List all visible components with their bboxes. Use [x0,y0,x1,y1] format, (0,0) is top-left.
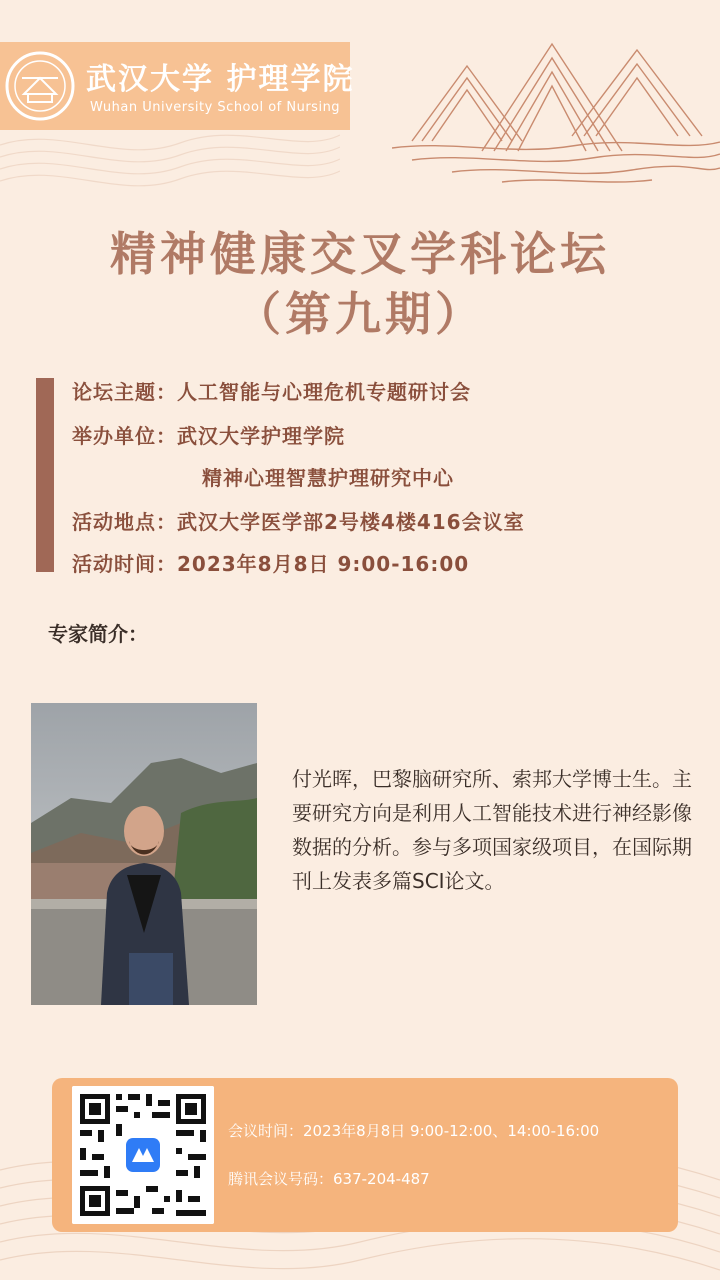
meeting-id: 腾讯会议号码：637-204-487 [228,1170,430,1188]
university-seal-icon [4,50,76,122]
decorative-swirl-top [0,125,340,195]
qr-code-icon[interactable] [72,1086,214,1224]
page-subtitle: （第九期） [235,287,485,341]
meeting-time: 会议时间：2023年8月8日 9:00-12:00、14:00-16:00 [228,1122,600,1140]
meeting-info-card [52,1078,678,1232]
school-name-cn: 武汉大学 护理学院 [86,62,355,97]
info-time: 活动时间：2023年8月8日 9:00-16:00 [72,552,470,576]
expert-bio: 付光晖，巴黎脑研究所、索邦大学博士生。主要研究方向是利用人工智能技术进行神经影像数据的分析。参与多项国家级项目，在国际期刊上发表多篇SCI论文。 [292,767,692,893]
info-location: 活动地点：武汉大学医学部2号楼4楼416会议室 [72,510,525,534]
expert-label: 专家简介： [48,622,148,646]
mountain-decoration [392,36,720,186]
expert-photo [31,703,257,1005]
school-name-en: Wuhan University School of Nursing [90,100,341,115]
info-organizer: 举办单位：武汉大学护理学院 [72,424,345,448]
info-accent-bar [36,378,54,572]
info-theme: 论坛主题：人工智能与心理危机专题研讨会 [72,380,471,404]
school-logo-banner [0,42,355,130]
info-organizer-2: 精神心理智慧护理研究中心 [202,466,454,490]
page-title: 精神健康交叉学科论坛 [110,227,610,281]
